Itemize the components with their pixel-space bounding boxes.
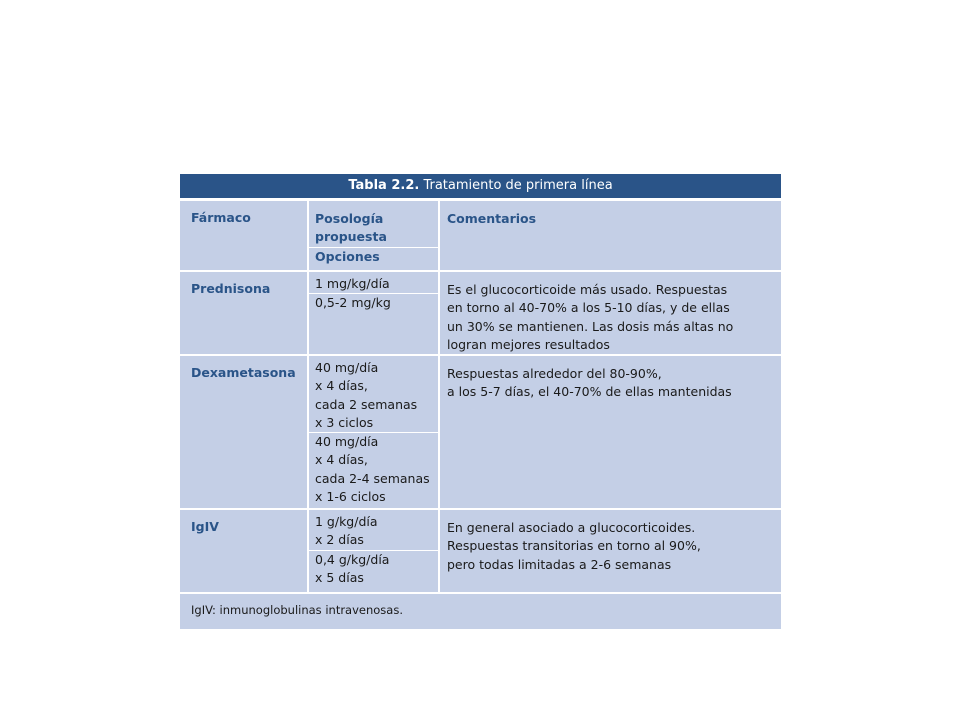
dose-line: x 4 días, bbox=[315, 452, 368, 468]
dose-line: x 4 días, bbox=[315, 378, 368, 394]
comment-line: En general asociado a glucocorticoides. bbox=[447, 520, 696, 535]
table-body bbox=[180, 198, 781, 629]
dose-option bbox=[309, 432, 438, 506]
comment-line: un 30% se mantienen. Las dosis más altas no bbox=[447, 318, 734, 334]
dose-line: 40 mg/día bbox=[315, 434, 379, 450]
dose-line: cada 2 semanas bbox=[315, 396, 418, 412]
table-row bbox=[180, 272, 781, 356]
comment-line: Es el glucocorticoide más usado. Respuestas bbox=[447, 282, 728, 297]
dose-line: 1 mg/kg/día bbox=[315, 276, 390, 291]
header-comments: Comentarios bbox=[447, 211, 537, 226]
comment-line: logran mejores resultados bbox=[447, 336, 610, 352]
table-title bbox=[180, 174, 781, 198]
dose-line: 40 mg/día bbox=[315, 360, 379, 375]
table-header-row bbox=[180, 201, 781, 272]
dose-option bbox=[309, 510, 438, 550]
dose-line: x 1-6 ciclos bbox=[315, 489, 386, 505]
comments bbox=[440, 272, 781, 354]
treatment-table bbox=[180, 174, 781, 629]
dose-options bbox=[309, 272, 440, 354]
dose-line: x 3 ciclos bbox=[315, 414, 374, 430]
header-drug: Fármaco bbox=[180, 201, 309, 270]
dose-options bbox=[309, 356, 440, 508]
comment-line: Respuestas alrededor del 80-90%, bbox=[447, 366, 662, 381]
drug-name: Prednisona bbox=[180, 272, 309, 354]
header-dose-line2: propuesta bbox=[315, 229, 387, 245]
table-row bbox=[180, 510, 781, 594]
dose-line: x 5 días bbox=[315, 569, 364, 585]
comment-line: en torno al 40-70% a los 5-10 días, y de ellas bbox=[447, 300, 730, 316]
dose-line: x 2 días bbox=[315, 532, 364, 548]
comment-line: a los 5-7 días, el 40-70% de ellas mantenidas bbox=[447, 384, 732, 400]
header-dose-label bbox=[309, 201, 438, 247]
header-dose bbox=[309, 201, 440, 270]
dose-option bbox=[309, 356, 438, 432]
table-title-number: Tabla 2.2. bbox=[348, 178, 420, 193]
dose-line: 1 g/kg/día bbox=[315, 514, 378, 529]
table-rows bbox=[180, 272, 781, 594]
drug-name: IgIV bbox=[180, 510, 309, 592]
dose-line: cada 2-4 semanas bbox=[315, 470, 430, 486]
comment-line: pero todas limitadas a 2-6 semanas bbox=[447, 556, 672, 572]
table-footnote: IgIV: inmunoglobulinas intravenosas. bbox=[191, 603, 403, 617]
dose-line: 0,5-2 mg/kg bbox=[315, 295, 391, 311]
dose-option bbox=[309, 293, 438, 312]
table-title-text: Tratamiento de primera línea bbox=[419, 178, 613, 193]
dose-line: 0,4 g/kg/día bbox=[315, 551, 390, 567]
header-dose-line1: Posología bbox=[315, 211, 384, 226]
dose-options bbox=[309, 510, 440, 592]
dose-option bbox=[309, 550, 438, 588]
comments bbox=[440, 356, 781, 508]
comments bbox=[440, 510, 781, 592]
dose-option bbox=[309, 272, 438, 293]
header-dose-options: Opciones bbox=[309, 247, 438, 266]
comment-line: Respuestas transitorias en torno al 90%, bbox=[447, 538, 701, 554]
drug-name: Dexametasona bbox=[180, 356, 309, 508]
table-row bbox=[180, 356, 781, 510]
